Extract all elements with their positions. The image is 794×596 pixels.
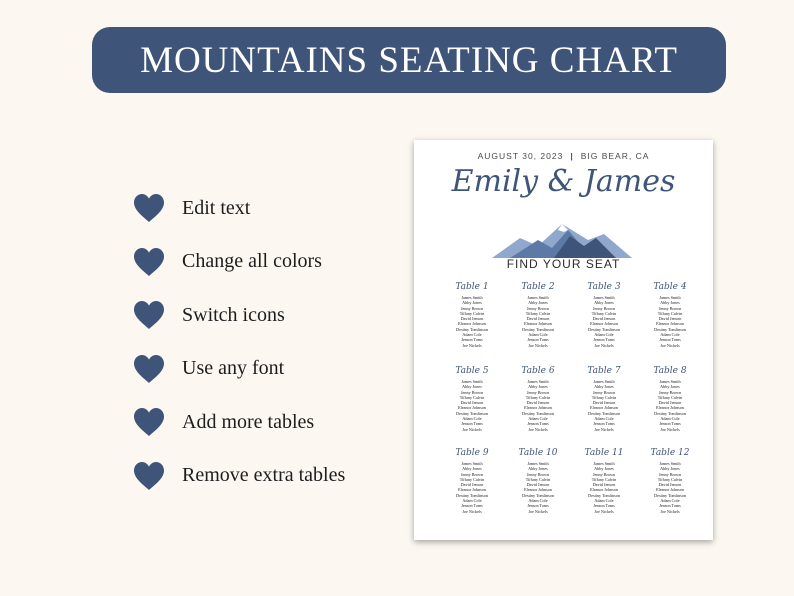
guest-name: David Jenson (460, 316, 484, 322)
table-block (442, 364, 502, 432)
guest-name: David Jenson (592, 482, 616, 488)
guest-name: Jenson Toms (659, 337, 681, 343)
guest-name: James Smith (659, 379, 681, 384)
guest-name: Jenny Brown (526, 471, 550, 477)
guest-name: Jenny Brown (592, 389, 616, 395)
guest-name: Adam Cole (660, 498, 680, 504)
guest-name: Destiny Tomlinson (654, 326, 686, 332)
table-block (640, 364, 700, 432)
guest-name: David Jenson (526, 316, 550, 322)
guest-name: Joe Nickels (528, 426, 548, 432)
page-title: MOUNTAINS SEATING CHART (140, 39, 678, 81)
guest-name: Destiny Tomlinson (456, 326, 488, 332)
guest-name: Eleanor Johnson (590, 321, 618, 327)
guest-name: David Jenson (526, 482, 550, 488)
guest-name: Adam Cole (660, 332, 680, 338)
guest-name: Jenson Toms (593, 503, 615, 509)
guest-name: Eleanor Johnson (524, 487, 552, 493)
guest-name: Jenson Toms (593, 421, 615, 427)
guest-name: David Jenson (658, 400, 682, 406)
guest-name: Destiny Tomlinson (654, 410, 686, 416)
feature-label: Change all colors (182, 250, 322, 273)
guest-name: Jenny Brown (460, 389, 484, 395)
guest-name: Joe Nickels (660, 342, 680, 348)
guest-name: James Smith (527, 461, 549, 466)
guest-name: Eleanor Johnson (656, 321, 684, 327)
guest-name: Abby Jones (660, 466, 680, 472)
table-block (442, 280, 502, 348)
guest-name: Jenny Brown (460, 471, 484, 477)
guest-name: Destiny Tomlinson (522, 492, 554, 498)
guest-name: Tiffany Calvin (459, 476, 485, 482)
guest-name: Joe Nickels (528, 508, 548, 514)
guest-name: Tiffany Calvin (591, 476, 617, 482)
guest-name: Destiny Tomlinson (456, 410, 488, 416)
guest-name: Tiffany Calvin (525, 476, 551, 482)
table-block (640, 446, 700, 514)
guest-name: Jenson Toms (527, 337, 549, 343)
guest-name: Abby Jones (528, 384, 548, 390)
feature-item (132, 458, 402, 494)
guest-name: Tiffany Calvin (657, 310, 683, 316)
guest-name: Jenny Brown (526, 305, 550, 311)
table-title: Table 3 (587, 282, 621, 292)
guest-name: Destiny Tomlinson (522, 326, 554, 332)
guest-name: Jenson Toms (527, 421, 549, 427)
table-title: Table 7 (587, 366, 621, 376)
heart-icon (132, 299, 166, 331)
guest-name: Abby Jones (660, 384, 680, 390)
guest-name: Abby Jones (462, 466, 482, 472)
table-title: Table 2 (521, 282, 555, 292)
guest-name: Adam Cole (462, 498, 482, 504)
guest-name: Tiffany Calvin (459, 310, 485, 316)
guest-name: Destiny Tomlinson (588, 492, 620, 498)
table-title: Table 11 (584, 448, 624, 458)
guest-name: Eleanor Johnson (524, 405, 552, 411)
guest-name: Jenny Brown (658, 389, 682, 395)
guest-name: Joe Nickels (462, 426, 482, 432)
feature-label: Edit text (182, 196, 251, 219)
guest-name: Jenson Toms (461, 503, 483, 509)
feature-list (132, 190, 402, 512)
guest-name: David Jenson (460, 400, 484, 406)
table-title: Table 10 (518, 448, 558, 458)
guest-name: Eleanor Johnson (458, 405, 486, 411)
feature-label: Use any font (182, 357, 285, 380)
guest-name: David Jenson (526, 400, 550, 406)
guest-name: David Jenson (592, 316, 616, 322)
guest-name: Joe Nickels (594, 508, 614, 514)
heart-icon (132, 353, 166, 385)
guest-name: James Smith (593, 461, 615, 466)
guest-name: Tiffany Calvin (591, 394, 617, 400)
guest-name: Joe Nickels (594, 342, 614, 348)
table-block (574, 446, 634, 514)
guest-name: Tiffany Calvin (525, 310, 551, 316)
guest-name: Joe Nickels (660, 426, 680, 432)
feature-item (132, 244, 402, 280)
find-your-seat-heading: FIND YOUR SEAT (506, 257, 621, 271)
guest-name: Eleanor Johnson (458, 321, 486, 327)
table-title: Table 5 (455, 366, 489, 376)
guest-name: David Jenson (592, 400, 616, 406)
guest-name: Adam Cole (594, 498, 614, 504)
guest-name: Jenny Brown (658, 305, 682, 311)
guest-name: Destiny Tomlinson (588, 410, 620, 416)
guest-name: James Smith (461, 461, 483, 466)
guest-name: Abby Jones (594, 466, 614, 472)
table-block (508, 446, 568, 514)
feature-item (132, 297, 402, 333)
guest-name: Jenny Brown (592, 471, 616, 477)
guest-name: Jenny Brown (526, 389, 550, 395)
guest-name: Jenson Toms (593, 337, 615, 343)
guest-name: Eleanor Johnson (656, 487, 684, 493)
guest-name: Adam Cole (528, 332, 548, 338)
table-block (574, 280, 634, 348)
guest-name: Abby Jones (462, 384, 482, 390)
guest-name: Joe Nickels (594, 426, 614, 432)
guest-name: Tiffany Calvin (459, 394, 485, 400)
guest-name: Joe Nickels (462, 342, 482, 348)
guest-name: David Jenson (460, 482, 484, 488)
guest-name: Tiffany Calvin (657, 394, 683, 400)
heart-icon (132, 460, 166, 492)
table-block (508, 280, 568, 348)
guest-name: Eleanor Johnson (656, 405, 684, 411)
guest-name: Jenson Toms (659, 503, 681, 509)
guest-name: James Smith (461, 295, 483, 300)
guest-name: David Jenson (658, 316, 682, 322)
guest-name: Tiffany Calvin (657, 476, 683, 482)
guest-name: Adam Cole (594, 332, 614, 338)
guest-name: James Smith (527, 295, 549, 300)
feature-label: Switch icons (182, 303, 285, 326)
guest-name: Eleanor Johnson (590, 405, 618, 411)
guest-name: Abby Jones (462, 300, 482, 306)
table-title: Table 4 (653, 282, 687, 292)
table-title: Table 1 (455, 282, 489, 292)
header-separator: | (570, 151, 574, 161)
guest-name: Abby Jones (528, 300, 548, 306)
table-title: Table 6 (521, 366, 555, 376)
guest-name: Destiny Tomlinson (588, 326, 620, 332)
guest-name: Abby Jones (528, 466, 548, 472)
guest-name: James Smith (527, 379, 549, 384)
guest-name: Adam Cole (528, 498, 548, 504)
guest-name: Abby Jones (594, 384, 614, 390)
guest-name: Eleanor Johnson (458, 487, 486, 493)
guest-name: Abby Jones (660, 300, 680, 306)
guest-name: Destiny Tomlinson (522, 410, 554, 416)
guest-name: Destiny Tomlinson (654, 492, 686, 498)
table-block (640, 280, 700, 348)
feature-item (132, 351, 402, 387)
guest-name: James Smith (659, 295, 681, 300)
guest-name: Jenson Toms (659, 421, 681, 427)
event-location: BIG BEAR, CA (580, 151, 650, 161)
guest-name: Eleanor Johnson (524, 321, 552, 327)
guest-name: Jenson Toms (461, 421, 483, 427)
guest-name: Tiffany Calvin (591, 310, 617, 316)
guest-name: James Smith (659, 461, 681, 466)
table-block (508, 364, 568, 432)
guest-name: Joe Nickels (660, 508, 680, 514)
guest-name: Jenny Brown (460, 305, 484, 311)
guest-name: Jenny Brown (592, 305, 616, 311)
heart-icon (132, 406, 166, 438)
heart-icon (132, 192, 166, 224)
feature-label: Add more tables (182, 410, 315, 433)
table-block (574, 364, 634, 432)
guest-name: David Jenson (658, 482, 682, 488)
table-title: Table 9 (455, 448, 489, 458)
guest-name: James Smith (461, 379, 483, 384)
heart-icon (132, 246, 166, 278)
guest-name: Joe Nickels (462, 508, 482, 514)
event-details (414, 151, 713, 161)
table-title: Table 8 (653, 366, 687, 376)
couple-names: Emily & James (451, 164, 676, 199)
table-block (442, 446, 502, 514)
guest-name: Jenson Toms (527, 503, 549, 509)
guest-name: Destiny Tomlinson (456, 492, 488, 498)
guest-name: Adam Cole (528, 416, 548, 422)
guest-name: James Smith (593, 295, 615, 300)
guest-name: Adam Cole (462, 416, 482, 422)
title-banner (92, 27, 726, 93)
feature-item (132, 404, 402, 440)
seating-chart-preview (414, 140, 713, 540)
feature-label: Remove extra tables (182, 464, 346, 487)
table-title: Table 12 (650, 448, 690, 458)
guest-name: Adam Cole (660, 416, 680, 422)
guest-name: Jenny Brown (658, 471, 682, 477)
feature-item (132, 190, 402, 226)
event-date: AUGUST 30, 2023 (477, 151, 564, 161)
guest-name: Adam Cole (462, 332, 482, 338)
mountain-icon (492, 222, 632, 258)
guest-name: Adam Cole (594, 416, 614, 422)
guest-name: Abby Jones (594, 300, 614, 306)
guest-name: Joe Nickels (528, 342, 548, 348)
guest-name: Eleanor Johnson (590, 487, 618, 493)
guest-name: James Smith (593, 379, 615, 384)
guest-name: Jenson Toms (461, 337, 483, 343)
guest-name: Tiffany Calvin (525, 394, 551, 400)
